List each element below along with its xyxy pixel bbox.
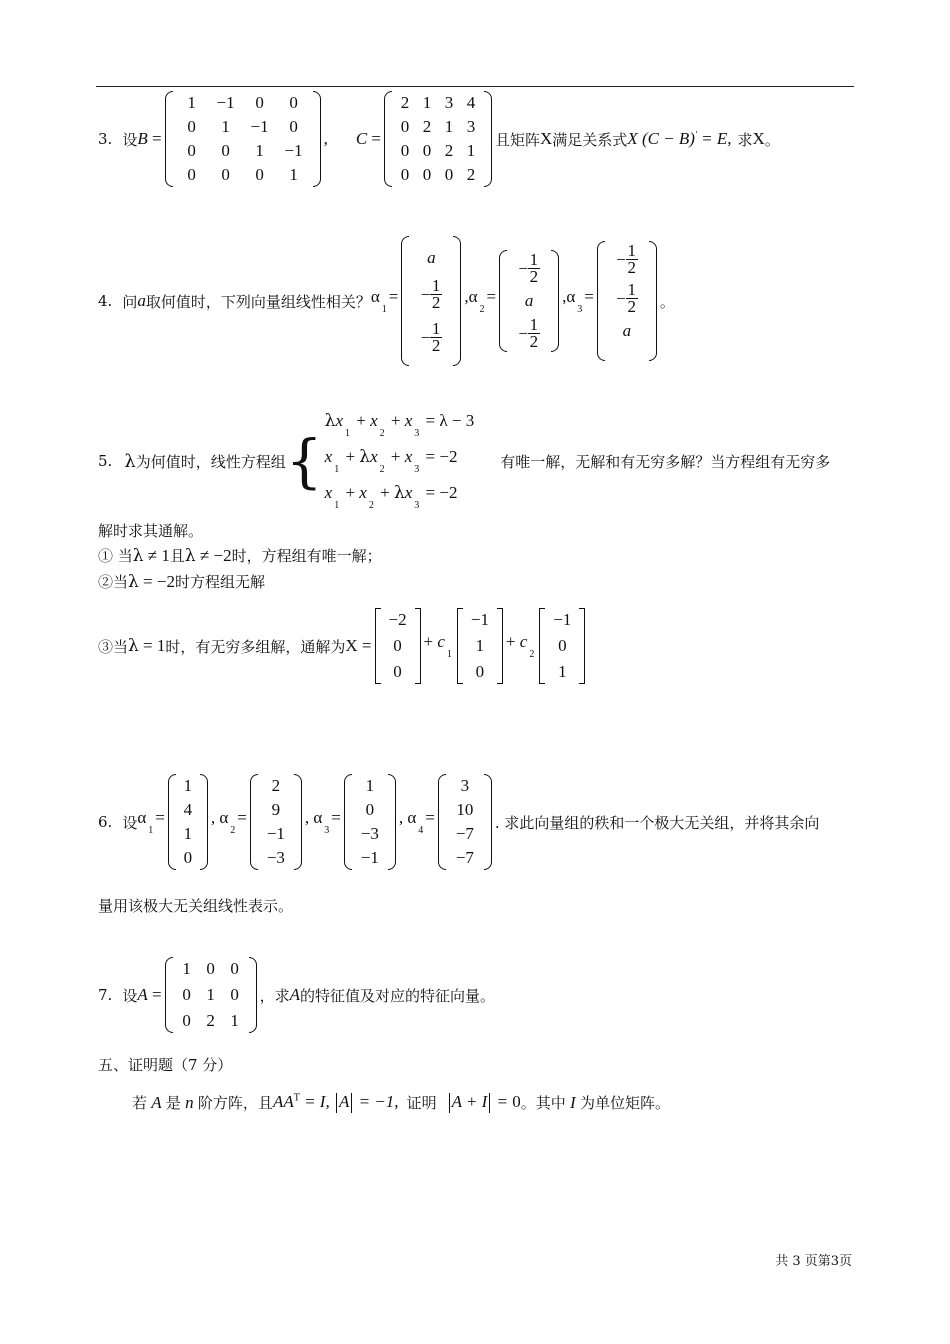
alpha-1-label: $\alpha_1=$ xyxy=(370,287,399,315)
matrix-a-cell: 1 xyxy=(182,959,191,978)
solution-vector-3-cell: −1 xyxy=(553,610,572,629)
matrix-b-cell: 0 xyxy=(221,141,230,160)
proof-t5: 。其中 xyxy=(520,1094,566,1113)
paren-right xyxy=(200,774,208,870)
q3-comma: , xyxy=(323,129,328,148)
matrix-c-cell: 2 xyxy=(422,117,432,136)
paren-left xyxy=(250,774,258,870)
q7-text2: 的特征值及对应的特征向量。 xyxy=(299,986,495,1005)
q6-alpha-4-label: , $\alpha_4=$ xyxy=(398,808,435,836)
q4-text: 问 xyxy=(122,292,138,311)
plus-c2: + $c_2$ xyxy=(505,632,535,660)
q3-text3: 求 xyxy=(737,130,753,149)
q3-text1: 且矩阵 xyxy=(495,130,541,149)
q5-text2: 有唯一解，无解和有无穷多解？当方程组有无穷多 xyxy=(500,452,831,471)
paren-left xyxy=(344,774,352,870)
q6-vector-1-cell: 0 xyxy=(183,848,193,867)
alpha-1-a: a xyxy=(427,248,436,267)
solution-vector-1-cell: 0 xyxy=(393,662,402,681)
solution-vector-2-grid xyxy=(463,608,497,684)
matrix-a-cell: 0 xyxy=(182,985,191,1004)
solution-vector-1-grid xyxy=(381,608,415,684)
q6-vector-2-cell: −1 xyxy=(266,824,285,843)
alpha-3-half-2: − $\frac{1}{2}$ xyxy=(616,280,636,316)
matrix-c-cell: 2 xyxy=(400,93,410,112)
q3-b-symbol: B xyxy=(137,129,148,148)
q6-alpha-3-label: , $\alpha_3=$ xyxy=(304,808,341,836)
matrix-b-cell: 1 xyxy=(255,141,264,160)
paren-left xyxy=(165,957,173,1033)
q6-vector-1-grid xyxy=(176,774,200,870)
matrix-b xyxy=(165,91,321,187)
paren-right xyxy=(551,250,559,352)
plus-c1: + $c_1$ xyxy=(423,632,452,660)
q7-a-symbol-2: A xyxy=(289,985,300,1004)
alpha-2-half-2: − $\frac{1}{2}$ xyxy=(518,315,539,351)
q3-x-symbol: X xyxy=(540,129,553,148)
matrix-a xyxy=(165,957,257,1033)
q3-eq1: = xyxy=(147,129,162,148)
alpha-1-half-1: − $\frac{1}{2}$ xyxy=(420,276,441,312)
rhs-3: −2 xyxy=(439,483,458,502)
case3-text: 时，有无穷多组解，通解为 xyxy=(165,637,346,656)
q6-vector-1-cell: 1 xyxy=(183,824,193,843)
q3-eq2: = xyxy=(367,129,381,148)
alpha-2-grid xyxy=(507,250,551,352)
paren-right xyxy=(649,241,657,361)
q6-vector-4-grid xyxy=(446,774,484,870)
case3-label: ③当 xyxy=(98,637,129,656)
q3-text2: 满足关系式 xyxy=(552,130,628,149)
matrix-b-cell: 1 xyxy=(289,165,298,184)
matrix-b-cell: 0 xyxy=(187,141,196,160)
matrix-a-cell: 0 xyxy=(230,985,239,1004)
matrix-a-cell: 0 xyxy=(206,959,215,978)
proof-t4: 证明 xyxy=(406,1094,437,1113)
general-solution-x: X = xyxy=(345,636,372,655)
proof-heading-text: 五、证明题（7 分） xyxy=(98,1056,233,1074)
matrix-b-cell: 0 xyxy=(289,117,298,136)
question-6 xyxy=(98,764,819,880)
q3-number: 3. xyxy=(98,130,113,148)
q3-intro: 设 xyxy=(122,130,138,149)
alpha-2-label: $,\alpha_2=$ xyxy=(464,287,497,315)
case1-label: ① 当 xyxy=(98,547,133,565)
q6-vector-1-cell: 4 xyxy=(183,800,193,819)
solution-vector-3-cell: 0 xyxy=(558,636,567,655)
vector-alpha-2 xyxy=(499,250,559,352)
q3-end: 。 xyxy=(764,130,780,149)
alpha-1-grid xyxy=(409,236,453,366)
solution-vector-2-cell: −1 xyxy=(470,610,489,629)
q3-x-symbol-2: X xyxy=(752,129,765,148)
paren-right xyxy=(313,91,321,187)
matrix-b-cell: 0 xyxy=(187,165,196,184)
proof-n: n xyxy=(180,1092,198,1112)
q6-vector-2-grid xyxy=(258,774,294,870)
matrix-a-cell: 1 xyxy=(230,1011,239,1030)
vector-alpha-1 xyxy=(401,236,461,366)
q7-text: ，求 xyxy=(259,986,290,1005)
case2-text: 时方程组无解 xyxy=(174,573,265,591)
q3-relation: X (C − B)' = E, xyxy=(627,129,732,148)
matrix-c-cell: 0 xyxy=(444,165,454,184)
paren-left xyxy=(401,236,409,366)
alpha-2-half-1: − $\frac{1}{2}$ xyxy=(518,250,539,286)
q7-intro: 设 xyxy=(122,986,138,1005)
paren-left xyxy=(165,91,173,187)
matrix-c-cell: 2 xyxy=(466,165,476,184)
proof-goal: A + I = 0 xyxy=(447,1092,521,1113)
q6-vector-2-cell: 9 xyxy=(271,800,281,819)
solution-vector-2-cell: 1 xyxy=(475,636,485,655)
paren-right xyxy=(453,236,461,366)
matrix-c-cell: 1 xyxy=(444,117,454,136)
matrix-c-cell: 1 xyxy=(466,141,476,160)
q5-number: 5. xyxy=(98,452,113,470)
bracket-right xyxy=(415,608,421,684)
matrix-c-cell: 0 xyxy=(422,141,432,160)
alpha-2-a: a xyxy=(524,291,534,310)
alpha-3-grid xyxy=(605,241,649,361)
q6-line2 xyxy=(98,895,293,916)
proof-t3: 阶方阵，且 xyxy=(197,1094,273,1113)
question-3 xyxy=(98,92,780,186)
q6-intro: 设 xyxy=(122,813,138,832)
q6-vector-4-cell: 10 xyxy=(456,800,474,819)
q4-number: 4. xyxy=(98,292,113,310)
matrix-b-cell: 0 xyxy=(221,165,230,184)
q7-eq: = xyxy=(147,985,162,1004)
system-brace: { xyxy=(285,427,323,495)
case1-text: 时，方程组有唯一解； xyxy=(231,547,382,565)
q7-a-symbol: A xyxy=(137,985,148,1004)
q6-vector-3-cell: −1 xyxy=(360,848,379,867)
paren-right xyxy=(249,957,257,1033)
q4-var: a xyxy=(137,291,146,310)
solution-vector-1-cell: 0 xyxy=(393,636,402,655)
matrix-c-cell: 2 xyxy=(444,141,454,160)
solution-vector-1-cell: −2 xyxy=(388,610,407,629)
q4-text2: 取何值时，下列向量组线性相关？ xyxy=(145,292,371,311)
solution-vector-1 xyxy=(375,608,421,684)
solution-vector-3 xyxy=(539,608,585,684)
q6-vector-3-cell: 1 xyxy=(365,776,375,795)
question-5 xyxy=(98,411,831,511)
alpha-1-half-2: − $\frac{1}{2}$ xyxy=(420,319,441,355)
paren-right xyxy=(388,774,396,870)
q6-vector-3-cell: 0 xyxy=(365,800,375,819)
proof-i: I xyxy=(565,1092,580,1112)
alpha-3-half-1: − $\frac{1}{2}$ xyxy=(616,241,636,277)
q3-c-symbol: C xyxy=(355,129,368,148)
q6-vector-3-cell: −3 xyxy=(360,824,379,843)
solution-vector-3-cell: 1 xyxy=(558,662,567,681)
case1-cond2: λ ≠ −2 xyxy=(184,545,232,566)
question-4 xyxy=(98,226,675,376)
q6-vector-3-grid xyxy=(352,774,388,870)
vector-alpha-3 xyxy=(597,241,657,361)
paren-right xyxy=(484,91,492,187)
equation-1: $\lambda x_1 + x_2 + x_3 = \lambda - 3$ xyxy=(324,411,475,439)
matrix-b-cell: −1 xyxy=(250,117,269,136)
q6-vector-3 xyxy=(344,774,396,870)
matrix-b-cell: −1 xyxy=(284,141,303,160)
matrix-a-cell: 0 xyxy=(230,959,239,978)
q5-lambda: λ xyxy=(124,450,136,472)
equation-3: $x_1 + x_2 + \lambda x_3 = -2$ xyxy=(324,483,458,511)
case3-cond: λ = 1 xyxy=(128,636,166,656)
solution-vector-3-grid xyxy=(545,608,579,684)
q6-alpha-1-label: $\alpha_1=$ xyxy=(137,808,165,836)
solution-vector-2-cell: 0 xyxy=(475,662,485,681)
rhs-2: −2 xyxy=(439,447,458,466)
proof-heading xyxy=(98,1054,232,1075)
question-7 xyxy=(98,953,495,1037)
alpha-3-label: $,\alpha_3=$ xyxy=(562,287,594,315)
case1-cond1: λ ≠ 1 xyxy=(132,545,170,566)
q6-vector-4 xyxy=(438,774,492,870)
matrix-c-grid xyxy=(392,91,484,187)
matrix-a-cell: 1 xyxy=(206,985,215,1004)
proof-a: A xyxy=(147,1092,166,1112)
solution-vector-2 xyxy=(457,608,503,684)
q6-vector-4-cell: −7 xyxy=(455,848,474,867)
matrix-a-grid xyxy=(173,957,249,1033)
matrix-c-cell: 1 xyxy=(422,93,432,112)
paren-left xyxy=(438,774,446,870)
q5-case-2 xyxy=(98,571,265,592)
matrix-c-cell: 0 xyxy=(400,141,410,160)
proof-t1: 若 xyxy=(132,1094,148,1113)
case2-cond: λ = −2 xyxy=(128,571,175,592)
page-footer: 共 3 页第3页 xyxy=(775,1254,852,1269)
case2-label: ②当 xyxy=(98,573,129,591)
q6-vector-1 xyxy=(168,774,208,870)
alpha-3-a: a xyxy=(622,321,632,340)
proof-statement xyxy=(132,1092,670,1113)
matrix-c xyxy=(384,91,492,187)
q6-vector-1-cell: 1 xyxy=(183,776,193,795)
matrix-c-cell: 3 xyxy=(466,117,476,136)
q6-text2: 量用该极大无关组线性表示。 xyxy=(98,897,294,915)
matrix-c-cell: 0 xyxy=(422,165,432,184)
matrix-b-cell: 1 xyxy=(221,117,230,136)
matrix-b-cell: 0 xyxy=(289,93,298,112)
paren-left xyxy=(499,250,507,352)
paren-left xyxy=(384,91,392,187)
matrix-c-cell: 4 xyxy=(466,93,476,112)
q5-case-3 xyxy=(98,604,588,688)
paren-right xyxy=(294,774,302,870)
matrix-c-cell: 0 xyxy=(400,117,410,136)
q5-text3: 解时求其通解。 xyxy=(98,522,204,540)
q6-vector-4-cell: −7 xyxy=(455,824,474,843)
matrix-a-cell: 2 xyxy=(206,1011,215,1030)
matrix-b-cell: 0 xyxy=(187,117,196,136)
matrix-b-grid xyxy=(173,91,313,187)
header-rule xyxy=(96,86,854,87)
paren-right xyxy=(484,774,492,870)
proof-condition: $AA^T = I$, A = −1, xyxy=(273,1092,399,1113)
equation-2: $x_1 + \lambda x_2 + x_3 = -2$ xyxy=(324,447,458,475)
proof-t2: 是 xyxy=(165,1094,181,1113)
matrix-c-cell: 3 xyxy=(444,93,454,112)
proof-t6: 为单位矩阵。 xyxy=(579,1094,670,1113)
q5-line2 xyxy=(98,520,203,541)
matrix-b-cell: 0 xyxy=(255,165,264,184)
q6-vector-4-cell: 3 xyxy=(460,776,470,795)
q6-vector-2 xyxy=(250,774,302,870)
q6-alpha-2-label: , $\alpha_2=$ xyxy=(210,808,247,836)
bracket-right xyxy=(497,608,503,684)
q6-text1: . 求此向量组的秩和一个极大无关组，并将其余向 xyxy=(494,813,820,832)
q7-number: 7. xyxy=(98,986,113,1004)
matrix-b-cell: −1 xyxy=(216,93,235,112)
rhs-1: λ − 3 xyxy=(439,411,475,430)
matrix-b-cell: 1 xyxy=(187,93,196,112)
matrix-c-cell: 0 xyxy=(400,165,410,184)
q6-vector-2-cell: 2 xyxy=(271,776,281,795)
q6-number: 6. xyxy=(98,813,113,831)
q4-end: 。 xyxy=(659,292,675,311)
paren-left xyxy=(168,774,176,870)
paren-left xyxy=(597,241,605,361)
q5-case-1 xyxy=(98,545,382,566)
equation-system xyxy=(325,411,475,511)
bracket-right xyxy=(579,608,585,684)
case1-and: 且 xyxy=(169,547,185,565)
q6-vector-2-cell: −3 xyxy=(266,848,285,867)
matrix-b-cell: 0 xyxy=(255,93,264,112)
q5-text1: 为何值时，线性方程组 xyxy=(135,452,286,471)
matrix-a-cell: 0 xyxy=(182,1011,191,1030)
